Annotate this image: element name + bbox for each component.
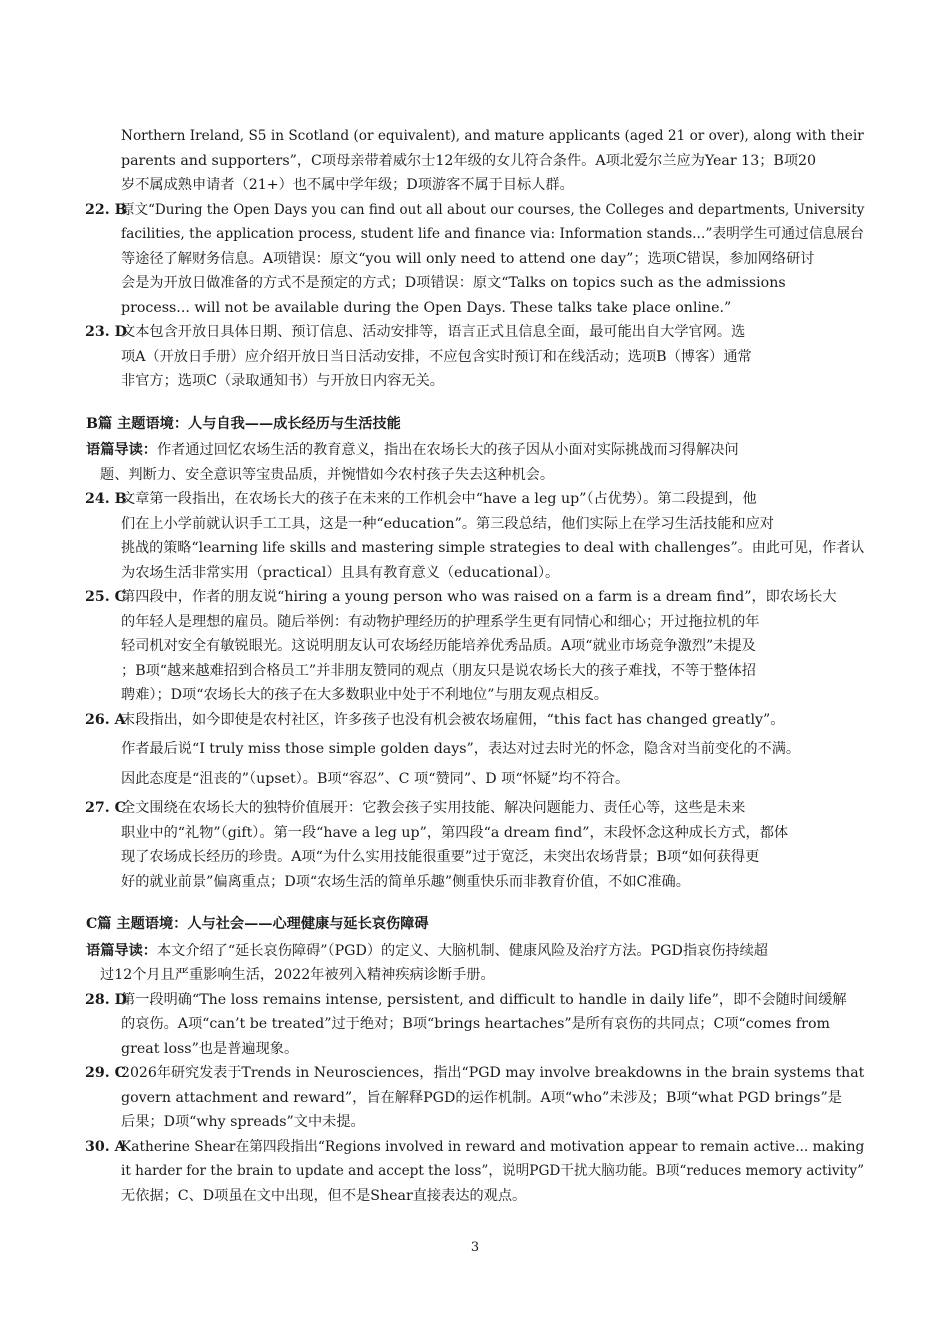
answer-number: 25. C	[85, 589, 126, 605]
answer-explanation-line: 末段指出，如今即使是农村社区，许多孩子也没有机会被农场雇佣，“this fact has changed greatly”。	[121, 711, 785, 728]
guide-line: 题、判断力、安全意识等宝贵品质，并惋惜如今农村孩子失去这种机会。	[100, 466, 555, 483]
answer-explanation-line: 2026年研究发表于Trends in Neurosciences，指出“PGD may involve breakdowns in the brain systems that	[121, 1065, 865, 1081]
answer-explanation-line: ；B项“越来越难招到合格员工”并非朋友赞同的观点（朋友只是说农场长大的孩子难找，不等于整体招	[121, 662, 756, 679]
guide-line	[86, 941, 768, 961]
answer-explanation-line: 项A（开放日手册）应介绍开放日当日活动安排，不应包含实时预订和在线活动；选项B（博客）通常	[121, 348, 752, 365]
answer-explanation-line: process... will not be available during the Open Days. These talks take place online.”	[121, 299, 732, 316]
answer-number: 30. A	[85, 1138, 126, 1155]
page-number: 3	[470, 1240, 480, 1255]
answer-explanation-line: 因此态度是“沮丧的”（upset）。B项“容忍”、C 项“赞同”、D 项“怀疑”均不符合。	[121, 770, 630, 787]
answer-number: 24. B	[85, 491, 127, 507]
answer-explanation-line: 为农场生活非常实用（practical）且具有教育意义（educational）。	[121, 564, 560, 581]
answer-explanation-line: 非官方；选项C（录取通知书）与开放日内容无关。	[121, 373, 444, 389]
guide-text: 作者通过回忆农场生活的教育意义，指出在农场长大的孩子因从小面对实际挑战而习得解决问	[156, 442, 739, 458]
answer-number: 29. C	[85, 1065, 126, 1081]
section-heading: C篇 主题语境：人与社会——心理健康与延长哀伤障碍	[86, 916, 429, 932]
answer-explanation-line: Katherine Shear在第四段指出“Regions involved in reward and motivation appear to remain active... making	[121, 1138, 865, 1155]
answer-explanation-line: 原文“During the Open Days you can find out all about our courses, the Colleges and departments, University	[121, 201, 865, 218]
guide-label: 语篇导读：	[86, 442, 157, 458]
answer-explanation-line: 作者最后说“I truly miss those simple golden days”，表达对过去时光的怀念，隐含对当前变化的不满。	[121, 741, 801, 757]
answer-explanation-line: 挑战的策略“learning life skills and mastering simple strategies to deal with challenges”。由此可见，作者认	[121, 540, 865, 556]
answer-explanation-line: 无依据；C、D项虽在文中出现，但不是Shear直接表达的观点。	[121, 1187, 527, 1204]
answer-explanation-line: 的哀伤。A项“can’t be treated”过于绝对；B项“brings heartaches”是所有哀伤的共同点；C项“comes from	[121, 1016, 830, 1032]
answer-explanation-line: 文本包含开放日具体日期、预订信息、活动安排等，语言正式且信息全面，最可能出自大学官网。选	[121, 324, 746, 340]
answer-explanation-line: 轻司机对安全有敏锐眼光。这说明朋友认可农场经历能培养优秀品质。A项“就业市场竞争激烈”未提及	[121, 638, 756, 654]
answer-explanation-line: 会是为开放日做准备的方式不是预定的方式；D项错误：原文“Talks on topics such as the admissions	[121, 275, 786, 291]
answer-explanation-line: facilities, the application process, student life and finance via: Information stands...”表明学生可通过信息展台	[121, 226, 864, 242]
answer-explanation-line: 第一段明确“The loss remains intense, persistent, and difficult to handle in daily life”，即不会随时间缓解	[121, 991, 847, 1008]
paragraph-line: 岁不属成熟申请者（21+）也不属中学年级；D项游客不属于目标人群。	[121, 177, 574, 193]
answer-number: 22. B	[85, 201, 127, 218]
guide-text: 本文介绍了“延长哀伤障碍”（PGD）的定义、大脑机制、健康风险及治疗方法。PGD指哀伤持续超	[156, 942, 768, 959]
answer-number: 26. A	[85, 711, 126, 728]
paragraph-line: parents and supporters”，C项母亲带着威尔士12年级的女儿符合条件。A项北爱尔兰应为Year 13；B项20	[121, 152, 817, 169]
answer-explanation-line: 文章第一段指出，在农场长大的孩子在未来的工作机会中“have a leg up”（占优势）。第二段提到，他	[121, 491, 757, 507]
paragraph-line: Northern Ireland, S5 in Scotland (or equivalent), and mature applicants (aged 21 or over), along with their	[121, 128, 864, 144]
answer-explanation-line: 现了农场成长经历的珍贵。A项“为什么实用技能很重要”过于宽泛，未突出农场背景；B项“如何获得更	[121, 849, 760, 865]
answer-number: 23. D	[85, 324, 127, 340]
answer-number: 28. D	[85, 991, 127, 1008]
guide-line	[86, 440, 739, 460]
answer-number: 27. C	[85, 800, 126, 816]
answer-explanation-line: govern attachment and reward”，旨在解释PGD的运作机制。A项“who”未涉及；B项“what PGD brings”是	[121, 1089, 842, 1106]
guide-label: 语篇导读：	[86, 942, 157, 959]
answer-explanation-line: 等途径了解财务信息。A项错误：原文“you will only need to attend one day”；选项C错误，参加网络研讨	[121, 250, 815, 267]
section-heading: B篇 主题语境：人与自我——成长经历与生活技能	[86, 415, 401, 432]
answer-explanation-line: 好的就业前景”偏离重点；D项“农场生活的简单乐趣”侧重快乐而非教育价值，不如C准确。	[121, 873, 690, 890]
answer-explanation-line: 第四段中，作者的朋友说“hiring a young person who was raised on a farm is a dream find”，即农场长大	[121, 589, 837, 605]
guide-line: 过12个月且严重影响生活，2022年被列入精神疾病诊断手册。	[100, 967, 495, 983]
answer-explanation-line: it harder for the brain to update and accept the loss”，说明PGD干扰大脑功能。B项“reduces memory activity”	[121, 1163, 865, 1179]
answer-explanation-line: 后果；D项“why spreads”文中未提。	[121, 1114, 365, 1130]
answer-explanation-line: great loss”也是普遍现象。	[121, 1040, 299, 1057]
answer-explanation-line: 的年轻人是理想的雇员。随后举例：有动物护理经历的护理系学生更有同情心和细心；开过拖拉机的年	[121, 613, 760, 630]
answer-explanation-line: 全文围绕在农场长大的独特价值展开：它教会孩子实用技能、解决问题能力、责任心等，这些是未来	[121, 800, 746, 816]
answer-explanation-line: 聘难）；D项“农场长大的孩子在大多数职业中处于不利地位”与朋友观点相反。	[121, 687, 608, 703]
answer-explanation-line: 们在上小学前就认识手工工具，这是一种“education”。第三段总结，他们实际上在学习生活技能和应对	[121, 515, 774, 532]
answer-explanation-line: 职业中的“礼物”（gift）。第一段“have a leg up”，第四段“a dream find”，末段怀念这种成长方式，都体	[121, 824, 789, 841]
